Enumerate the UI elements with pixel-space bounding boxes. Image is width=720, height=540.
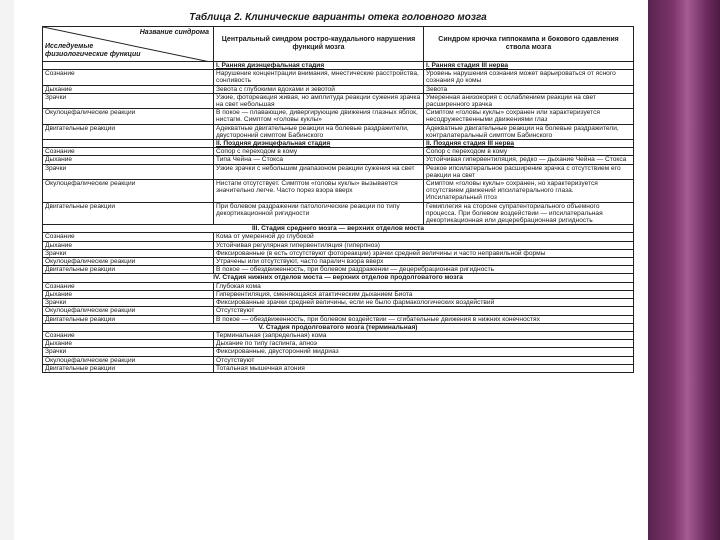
central-cell: Нистагм отсутствует. Симптом «головы куклы» вызывается значительно легче. Часто порез взора вверх: [214, 180, 424, 203]
table-row: [43, 266, 634, 274]
hippocampus-cell: Уровень нарушения сознания может варьироваться от ясного сознания до комы: [424, 70, 634, 85]
table-row: [43, 85, 634, 93]
function-cell: Зрачки: [43, 249, 214, 257]
function-cell: Сознание: [43, 331, 214, 339]
central-cell: В покое — плавающие, дивергирующие движения глазных яблок, нистагм. Симптом «головы куклы»: [214, 109, 424, 124]
shared-cell: Устойчивая регулярная гипервентиляция (гиперпноэ): [214, 241, 634, 249]
shared-cell: В покое — обездвиженность, при болевом воздействии — сгибательные движения в нижних конечностях: [214, 315, 634, 323]
table-row: [43, 241, 634, 249]
stage-title-central: II. Поздняя диэнцефальная стадия: [214, 140, 424, 148]
function-cell: Зрачки: [43, 299, 214, 307]
hippocampus-cell: Адекватные двигательные реакции на болевые раздражители, контралатеральный симптом Бабинского: [424, 124, 634, 139]
table-row: [43, 348, 634, 356]
hippocampus-cell: Симптом «головы куклы» сохранен или характеризуется несодружественными движениями глаз: [424, 109, 634, 124]
stage-title-central: I. Ранняя диэнцефальная стадия: [214, 62, 424, 70]
hippocampus-cell: Гемиплегия на стороне супратенториального объемного процесса. При болевом воздействии — ипсилатеральная декортикационная или децеребрационная ригидность: [424, 202, 634, 225]
left-margin-strip: [0, 0, 14, 540]
stage-title: IV. Стадия нижних отделов моста — верхних отделов продолговатого мозга: [43, 274, 634, 282]
document-page: [42, 10, 634, 536]
function-cell: Окулоцефалические реакции: [43, 307, 214, 315]
decorative-side-band: [648, 0, 720, 540]
function-cell: Зрачки: [43, 164, 214, 179]
shared-cell: Кома от умеренной до глубокой: [214, 233, 634, 241]
shared-cell: Гипервентиляция, сменяющаяся атактическим дыханием Биота: [214, 290, 634, 298]
shared-cell: В покое — обездвиженность, при болевом раздражении — децеребрационная ригидность: [214, 266, 634, 274]
hippocampus-cell: Резкое ипсилатеральное расширение зрачка с отсутствием его реакции на свет: [424, 164, 634, 179]
central-cell: Типа Чейна — Стокса: [214, 156, 424, 164]
function-cell: Двигательные реакции: [43, 266, 214, 274]
table-row: [43, 124, 634, 139]
shared-cell: Фиксированные (в есть отсутствуют фотореакции) зрачки средней величины и часто неправильной формы: [214, 249, 634, 257]
table-row: [43, 233, 634, 241]
shared-cell: Фиксированные зрачки средней величины, если не было фармакологических воздействий: [214, 299, 634, 307]
function-cell: Дыхание: [43, 290, 214, 298]
function-cell: Двигательные реакции: [43, 364, 214, 372]
table-row: [43, 340, 634, 348]
table-row: [43, 156, 634, 164]
function-cell: Двигательные реакции: [43, 315, 214, 323]
table-row: [43, 180, 634, 203]
table-row: [43, 307, 634, 315]
clinical-table: [42, 26, 634, 373]
stage-header-row: [43, 274, 634, 282]
stage-title: V. Стадия продолговатого мозга (терминальная): [43, 323, 634, 331]
table-row: [43, 249, 634, 257]
stage-title-hippocampus: I. Ранняя стадия III нерва: [424, 62, 634, 70]
stage-empty-cell: [43, 62, 214, 70]
hippocampus-cell: Умеренная анизокория с ослаблением реакции на свет расширенного зрачка: [424, 93, 634, 108]
hippocampus-cell: Зевота: [424, 85, 634, 93]
function-cell: Сознание: [43, 233, 214, 241]
functions-label: Исследуемые физиологические функции: [45, 43, 141, 58]
central-cell: Нарушение концентрации внимания, мнестические расстройства, сонливость: [214, 70, 424, 85]
central-cell: Узкие зрачки с небольшим диапазоном реакции сужения на свет: [214, 164, 424, 179]
table-row: [43, 258, 634, 266]
central-cell: При болевом раздражении патологические реакции по типу декортикационной ригидности: [214, 202, 424, 225]
table-row: [43, 282, 634, 290]
stage-title-hippocampus: II. Поздняя стадия III нерва: [424, 140, 634, 148]
table-row: [43, 356, 634, 364]
table-row: [43, 202, 634, 225]
stage-header-row: [43, 62, 634, 70]
function-cell: Сознание: [43, 282, 214, 290]
shared-cell: Отсутствуют: [214, 356, 634, 364]
hippocampus-cell: Симптом «головы куклы» сохранен, но характеризуется отсутствием движений ипсилатерального глаза. Ипсилатеральный птоз: [424, 180, 634, 203]
function-cell: Окулоцефалические реакции: [43, 258, 214, 266]
function-cell: Окулоцефалические реакции: [43, 109, 214, 124]
stage-empty-cell: [43, 140, 214, 148]
table-row: [43, 315, 634, 323]
hippocampus-cell: Устойчивая гипервентиляция, редко — дыхание Чейна — Стокса: [424, 156, 634, 164]
shared-cell: Тотальная мышечная атония: [214, 364, 634, 372]
central-cell: Сопор с переходом в кому: [214, 148, 424, 156]
table-row: [43, 331, 634, 339]
shared-cell: Дыхание по типу гаспинга, апноэ: [214, 340, 634, 348]
header-central: Центральный синдром ростро-каудального нарушения функций мозга: [214, 27, 424, 62]
header-row: [43, 27, 634, 62]
table-row: [43, 148, 634, 156]
stage-header-row: [43, 225, 634, 233]
stage-header-row: [43, 140, 634, 148]
shared-cell: Терминальная (запредельная) кома: [214, 331, 634, 339]
hippocampus-cell: Сопор с переходом в кому: [424, 148, 634, 156]
function-cell: Дыхание: [43, 156, 214, 164]
table-row: [43, 109, 634, 124]
table-row: [43, 164, 634, 179]
syndrome-label: Название синдрома: [139, 29, 209, 36]
stage-header-row: [43, 323, 634, 331]
table-row: [43, 299, 634, 307]
table-row: [43, 93, 634, 108]
table-row: [43, 290, 634, 298]
function-cell: Зрачки: [43, 348, 214, 356]
shared-cell: Глубокая кома: [214, 282, 634, 290]
function-cell: Двигательные реакции: [43, 124, 214, 139]
shared-cell: Отсутствуют: [214, 307, 634, 315]
function-cell: Сознание: [43, 148, 214, 156]
function-cell: Зрачки: [43, 93, 214, 108]
central-cell: Адекватные двигательные реакции на болевые раздражители, двусторонний симптом Бабинского: [214, 124, 424, 139]
table-row: [43, 364, 634, 372]
header-hippocampus: Синдром крючка гиппокампа и бокового сдавления ствола мозга: [424, 27, 634, 62]
table-caption: Таблица 2. Клинические варианты отека головного мозга: [189, 12, 487, 23]
table-row: [43, 70, 634, 85]
function-cell: Двигательные реакции: [43, 202, 214, 225]
diagonal-header-cell: [43, 27, 214, 62]
shared-cell: Фиксированные, двусторонний мидриаз: [214, 348, 634, 356]
stage-title: III. Стадия среднего мозга — верхних отделов моста: [43, 225, 634, 233]
function-cell: Дыхание: [43, 340, 214, 348]
function-cell: Сознание: [43, 70, 214, 85]
function-cell: Окулоцефалические реакции: [43, 180, 214, 203]
shared-cell: Утрачены или отсутствуют, часто паралич взора вверх: [214, 258, 634, 266]
central-cell: Зевота с глубокими вдохами и зевотой: [214, 85, 424, 93]
function-cell: Дыхание: [43, 85, 214, 93]
function-cell: Окулоцефалические реакции: [43, 356, 214, 364]
central-cell: Узкие, фотореакция живая, но амплитуда реакции сужения зрачка на свет небольшая: [214, 93, 424, 108]
function-cell: Дыхание: [43, 241, 214, 249]
